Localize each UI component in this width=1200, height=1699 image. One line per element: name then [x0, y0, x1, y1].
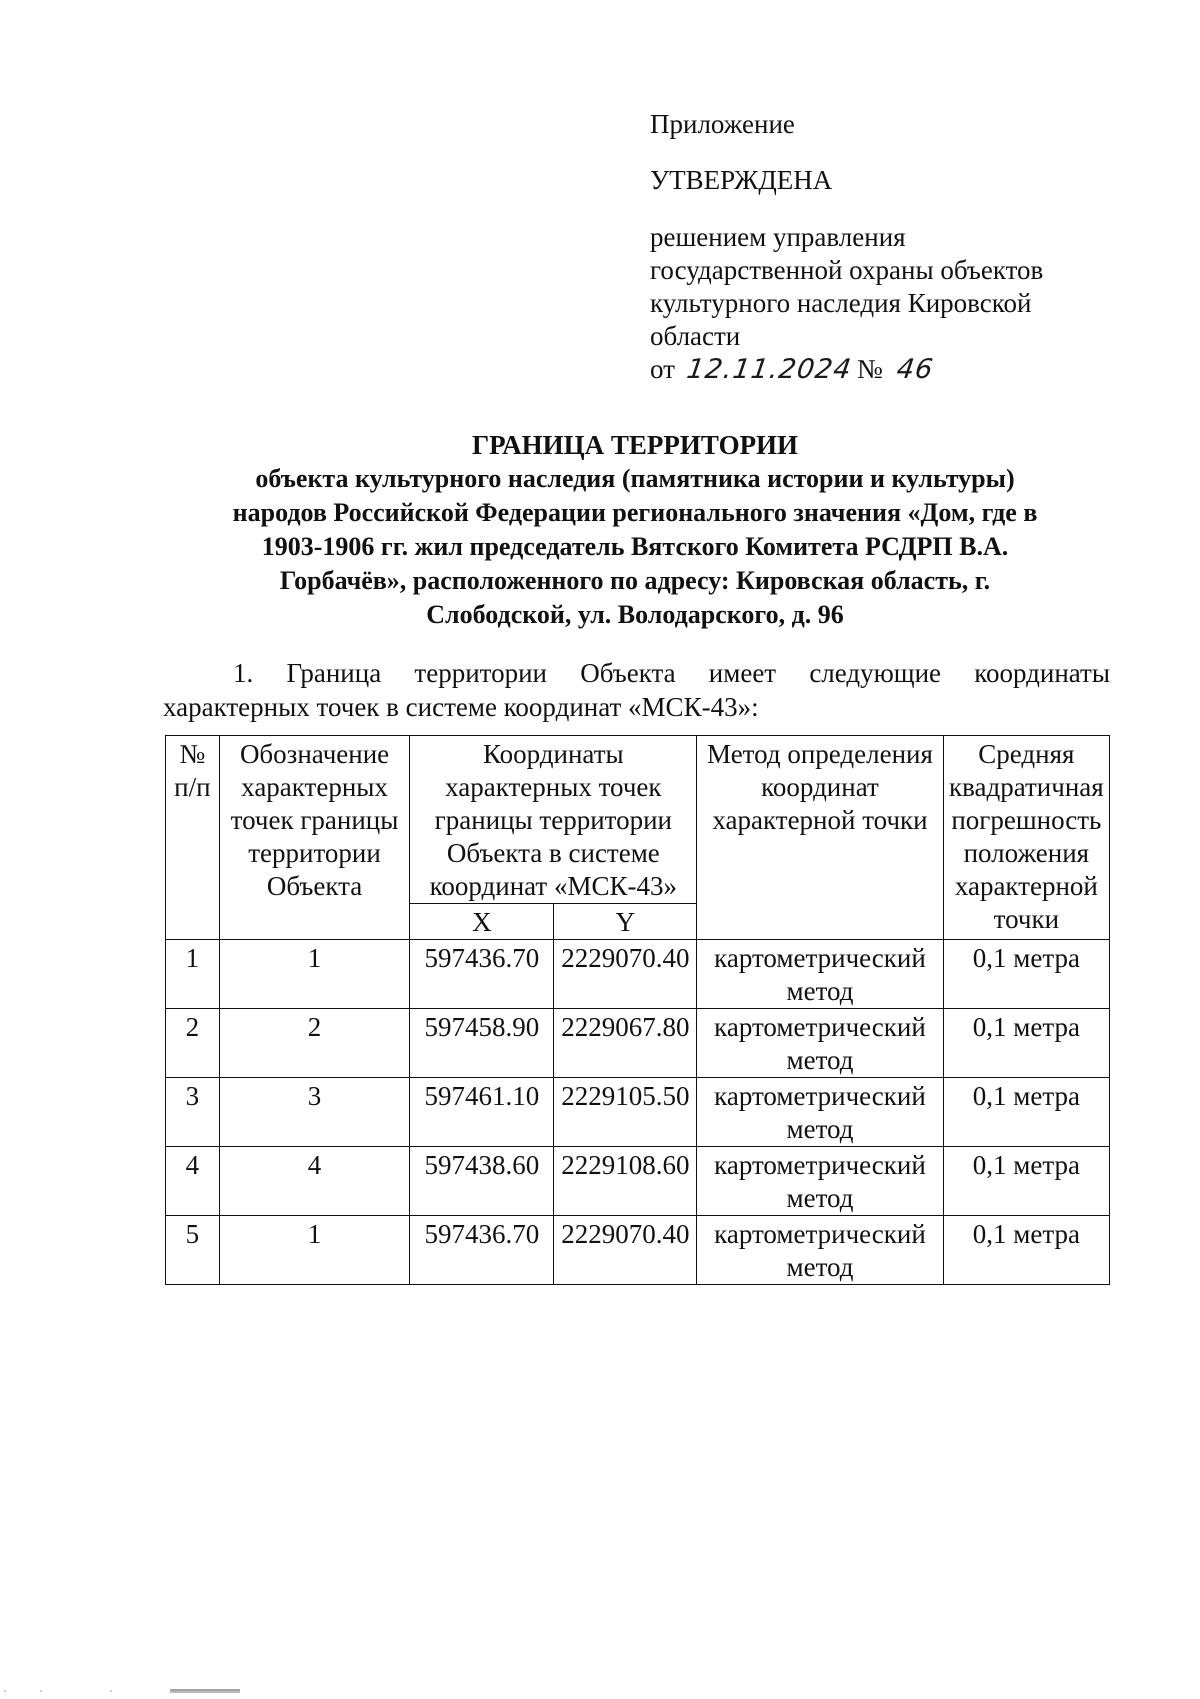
cell-y: 2229070.40: [554, 1216, 697, 1285]
header-x: X: [410, 904, 554, 940]
cell-num: 4: [166, 1147, 220, 1216]
number-sign: №: [856, 354, 883, 384]
cell-error: 0,1 метра: [943, 1078, 1109, 1147]
title-line: 1903-1906 гг. жил председатель Вятского Комитета РСДРП В.А.: [261, 532, 1009, 561]
header-method: Метод определения координат характерной точки: [697, 736, 943, 940]
approval-block: [650, 108, 1120, 391]
cell-point: 2: [219, 1009, 410, 1078]
cell-x: 597461.10: [410, 1078, 554, 1147]
title-line: Горбачёв», расположенного по адресу: Кировская область, г.: [279, 566, 991, 595]
cell-num: 2: [166, 1009, 220, 1078]
cell-point: 4: [219, 1147, 410, 1216]
cell-num: 5: [166, 1216, 220, 1285]
cell-error: 0,1 метра: [943, 1147, 1109, 1216]
document-title: [160, 428, 1110, 632]
date-prefix: от: [650, 354, 675, 384]
cell-y: 2229070.40: [554, 940, 697, 1009]
title-main: ГРАНИЦА ТЕРРИТОРИИ: [471, 430, 799, 460]
header-coords: Координаты характерных точек границы территории Объекта в системе координат «МСК-43»: [410, 736, 697, 904]
decision-line: государственной охраны объектов: [650, 255, 1044, 285]
cell-method: картометрический метод: [697, 1216, 943, 1285]
table-row: [166, 1078, 1110, 1147]
cell-point: 3: [219, 1078, 410, 1147]
table-row: [166, 1009, 1110, 1078]
header-num: № п/п: [166, 736, 220, 940]
cell-num: 3: [166, 1078, 220, 1147]
appendix-label: Приложение: [650, 109, 795, 139]
cell-x: 597438.60: [410, 1147, 554, 1216]
handwritten-number: 46: [894, 354, 936, 385]
cell-error: 0,1 метра: [943, 1216, 1109, 1285]
table-row: [166, 1147, 1110, 1216]
cell-method: картометрический метод: [697, 1078, 943, 1147]
decision-line: решением управления: [650, 222, 906, 252]
date-number-line: [650, 353, 1120, 391]
approved-label: УТВЕРЖДЕНА: [650, 165, 833, 195]
cell-y: 2229108.60: [554, 1147, 697, 1216]
scan-artifact-marks: [0, 1688, 300, 1694]
decision-line: области: [650, 321, 741, 351]
paragraph-line: характерных точек в системе координат «МСК-43»:: [163, 692, 759, 722]
header-y: Y: [554, 904, 697, 940]
cell-x: 597436.70: [410, 940, 554, 1009]
cell-error: 0,1 метра: [943, 1009, 1109, 1078]
title-line: народов Российской Федерации регионального значения «Дом, где в: [232, 498, 1038, 527]
decision-line: культурного наследия Кировской: [650, 288, 1032, 318]
paragraph-line: 1. Граница территории Объекта имеет следующие координаты: [233, 658, 1110, 688]
coordinates-table: [165, 735, 1110, 1285]
cell-x: 597458.90: [410, 1009, 554, 1078]
cell-y: 2229067.80: [554, 1009, 697, 1078]
header-designation: Обозначение характерных точек границы территории Объекта: [219, 736, 410, 940]
intro-paragraph: [163, 656, 1110, 724]
cell-point: 1: [219, 940, 410, 1009]
table-row: [166, 1216, 1110, 1285]
header-error: Средняя квадратичная погрешность положения характерной точки: [943, 736, 1109, 940]
cell-error: 0,1 метра: [943, 940, 1109, 1009]
cell-x: 597436.70: [410, 1216, 554, 1285]
cell-num: 1: [166, 940, 220, 1009]
table-row: [166, 940, 1110, 1009]
cell-method: картометрический метод: [697, 940, 943, 1009]
title-line: Слободской, ул. Володарского, д. 96: [426, 600, 844, 629]
cell-point: 1: [219, 1216, 410, 1285]
title-line: объекта культурного наследия (памятника истории и культуры): [255, 464, 1015, 493]
cell-method: картометрический метод: [697, 1009, 943, 1078]
handwritten-date: 12.11.2024: [684, 354, 854, 385]
cell-method: картометрический метод: [697, 1147, 943, 1216]
cell-y: 2229105.50: [554, 1078, 697, 1147]
